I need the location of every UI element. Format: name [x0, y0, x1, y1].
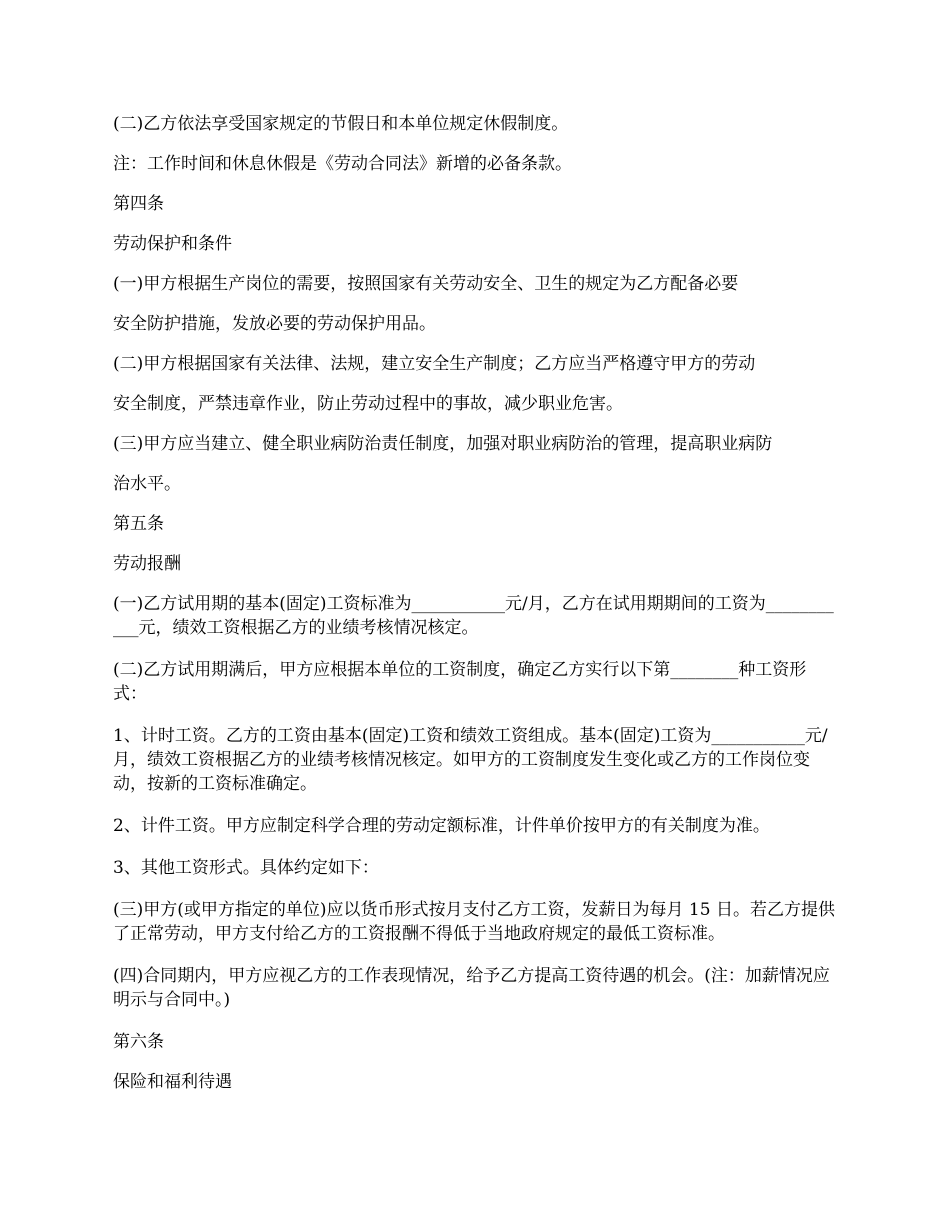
paragraph-protection-1a: (一)甲方根据生产岗位的需要，按照国家有关劳动安全、卫生的规定为乙方配备必要: [113, 274, 739, 294]
paragraph-protection-2a: (二)甲方根据国家有关法律、法规，建立安全生产制度；乙方应当严格遵守甲方的劳动: [113, 354, 756, 374]
paragraph-pay-other: 3、其他工资形式。具体约定如下：: [113, 858, 379, 878]
paragraph-note-work-time: 注：工作时间和休息休假是《劳动合同法》新增的必备条款。: [113, 154, 572, 174]
article-five-heading: 第五条: [113, 514, 164, 534]
article-four-heading: 第四条: [113, 194, 164, 214]
paragraph-pay-piece: 2、计件工资。甲方应制定科学合理的劳动定额标准，计件单价按甲方的有关制度为准。: [113, 816, 770, 836]
document-page: [113, 112, 837, 1110]
paragraph-protection-2b: 安全制度，严禁违章作业，防止劳动过程中的事故，减少职业危害。: [113, 394, 623, 414]
paragraph-protection-3a: (三)甲方应当建立、健全职业病防治责任制度，加强对职业病防治的管理，提高职业病防: [113, 434, 773, 454]
article-six-heading: 第六条: [113, 1032, 164, 1052]
article-six-title: 保险和福利待遇: [113, 1072, 232, 1092]
paragraph-pay-3: (三)甲方(或甲方指定的单位)应以货币形式按月支付乙方工资，发薪日为每月 15 日。若乙方提供了正常劳动，甲方支付给乙方的工资报酬不得低于当地政府规定的最低工资标准。: [113, 900, 835, 944]
paragraph-pay-2: (二)乙方试用期满后，甲方应根据本单位的工资制度，确定乙方实行以下第________种工资形式：: [113, 660, 807, 704]
paragraph-pay-4: (四)合同期内，甲方应视乙方的工作表现情况，给予乙方提高工资待遇的机会。(注：加薪情况应明示与合同中。): [113, 966, 830, 1010]
article-four-title: 劳动保护和条件: [113, 234, 232, 254]
paragraph-pay-hourly: 1、计时工资。乙方的工资由基本(固定)工资和绩效工资组成。基本(固定)工资为___________元/月，绩效工资根据乙方的业绩考核情况核定。如甲方的工资制度发生变化或乙方的工作岗位变动，按新的工资标准确定。: [113, 726, 828, 794]
paragraph-protection-1b: 安全防护措施，发放必要的劳动保护用品。: [113, 314, 436, 334]
paragraph-holiday: (二)乙方依法享受国家规定的节假日和本单位规定休假制度。: [113, 114, 569, 134]
paragraph-protection-3b: 治水平。: [113, 474, 181, 494]
paragraph-pay-1: (一)乙方试用期的基本(固定)工资标准为___________元/月，乙方在试用期期间的工资为___________元，绩效工资根据乙方的业绩考核情况核定。: [113, 594, 834, 638]
article-five-title: 劳动报酬: [113, 554, 181, 574]
